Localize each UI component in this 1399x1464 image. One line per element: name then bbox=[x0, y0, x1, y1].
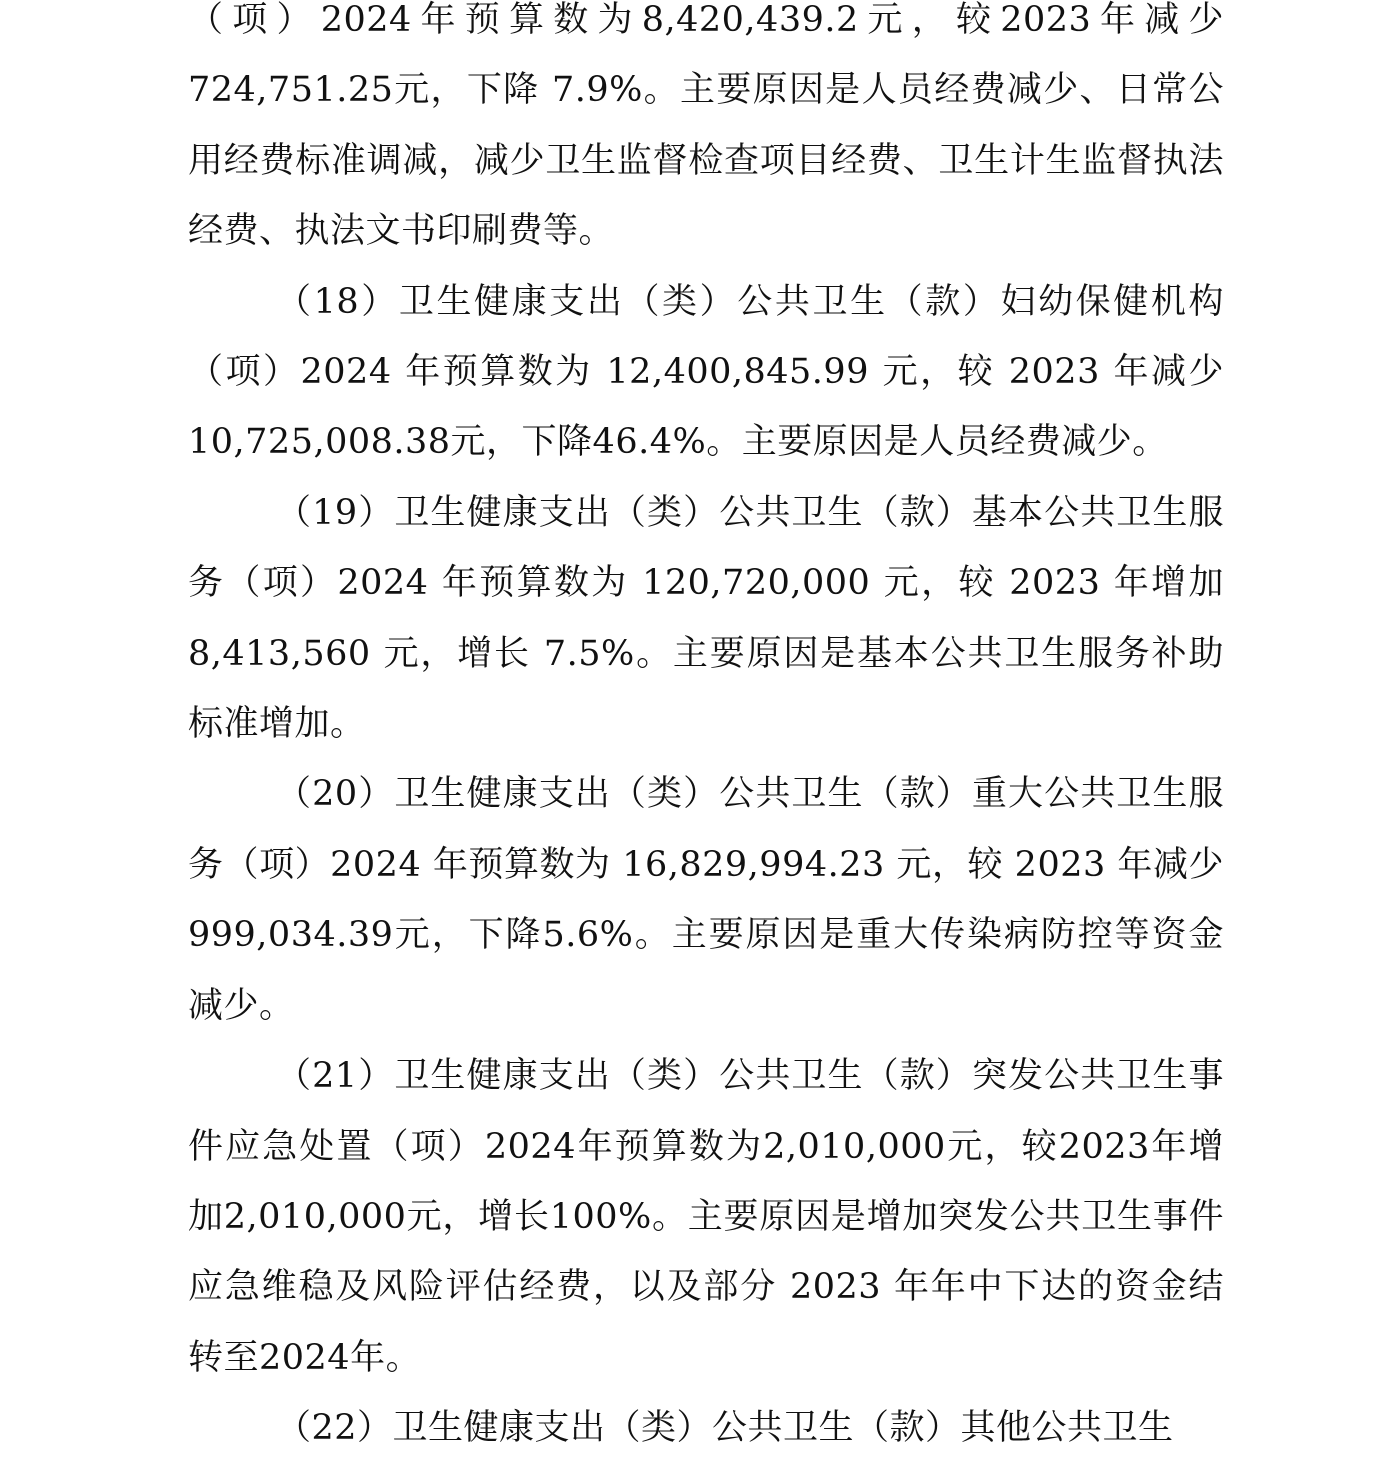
paragraph-item-19: （19）卫生健康支出（类）公共卫生（款）基本公共卫生服务（项）2024 年预算数为 120,720,000 元，较 2023 年增加8,413,560 元，增长 7.5%。主要原因是基本公共卫生服务补助标准增加。 bbox=[188, 492, 1224, 745]
paragraph-item-22: （22）卫生健康支出（类）公共卫生（款）其他公共卫生 bbox=[276, 1408, 1174, 1449]
document-page bbox=[188, 0, 1224, 1464]
paragraph-item-18: （18）卫生健康支出（类）公共卫生（款）妇幼保健机构（项）2024 年预算数为 12,400,845.99 元，较 2023 年减少10,725,008.38元，下降46.4%。主要原因是人员经费减少。 bbox=[188, 281, 1224, 463]
paragraph-item-20: （20）卫生健康支出（类）公共卫生（款）重大公共卫生服务（项）2024 年预算数为 16,829,994.23 元，较 2023 年减少999,034.39元，下降5.6%。主要原因是重大传染病防控等资金减少。 bbox=[188, 774, 1224, 1026]
paragraph-item-17-continued: （项）2024年预算数为8,420,439.2元，较2023年减少724,751.25元，下降 7.9%。主要原因是人员经费减少、日常公用经费标准调减，减少卫生监督检查项目经费、卫生计生监督执法经费、执法文书印刷费等。 bbox=[188, 0, 1224, 252]
paragraph-item-21: （21）卫生健康支出（类）公共卫生（款）突发公共卫生事件应急处置（项）2024年预算数为2,010,000元，较2023年增加2,010,000元，增长100%。主要原因是增加突发公共卫生事件应急维稳及风险评估经费，以及部分 2023 年年中下达的资金结转至2024年。 bbox=[188, 1056, 1224, 1378]
